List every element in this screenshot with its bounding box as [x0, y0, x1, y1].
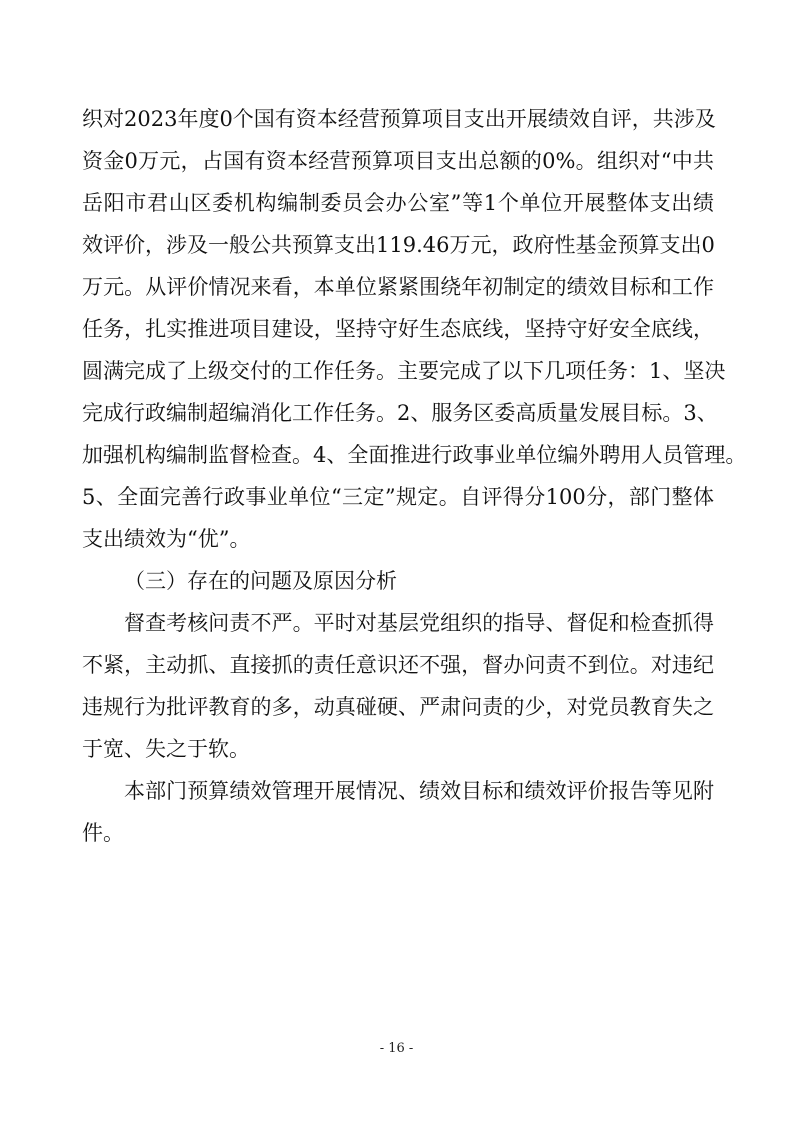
document-body	[82, 98, 747, 854]
paragraph-1-line-1: 织对2023年度0个国有资本经营预算项目支出开展绩效自评，共涉及	[82, 107, 716, 131]
paragraph-3-line-1: 本部门预算绩效管理开展情况、绩效目标和绩效评价报告等见附	[124, 779, 714, 803]
paragraph-1-line-11: 支出绩效为“优”。	[82, 527, 251, 551]
paragraph-1-line-4: 效评价，涉及一般公共预算支出119.46万元，政府性基金预算支出0	[82, 233, 715, 257]
paragraph-3-line-2: 件。	[82, 821, 124, 845]
page-number: - 16 -	[379, 1041, 414, 1056]
paragraph-1-line-6: 任务，扎实推进项目建设，坚持守好生态底线，坚持守好安全底线，	[82, 317, 714, 341]
paragraph-1-line-10: 5、全面完善行政事业单位“三定”规定。自评得分100分，部门整体	[82, 485, 714, 509]
paragraph-2-line-2: 不紧，主动抓、直接抓的责任意识还不强，督办问责不到位。对违纪	[82, 653, 714, 677]
paragraph-1-line-9: 加强机构编制监督检查。4、全面推进行政事业单位编外聘用人员管理。	[82, 443, 747, 467]
paragraph-1-line-2: 资金0万元，占国有资本经营预算项目支出总额的0%。组织对“中共	[82, 149, 714, 173]
paragraph-1-line-3: 岳阳市君山区委机构编制委员会办公室”等1个单位开展整体支出绩	[82, 191, 714, 215]
paragraph-2-line-1: 督查考核问责不严。平时对基层党组织的指导、督促和检查抓得	[124, 611, 714, 635]
paragraph-2-line-3: 违规行为批评教育的多，动真碰硬、严肃问责的少，对党员教育失之	[82, 695, 714, 719]
paragraph-1-line-8: 完成行政编制超编消化工作任务。2、服务区委高质量发展目标。3、	[82, 401, 718, 425]
paragraph-2-line-4: 于宽、失之于软。	[82, 737, 250, 761]
paragraph-1-line-7: 圆满完成了上级交付的工作任务。主要完成了以下几项任务：1、坚决	[82, 359, 726, 383]
paragraph-1-line-5: 万元。从评价情况来看，本单位紧紧围绕年初制定的绩效目标和工作	[82, 275, 714, 299]
section-heading: （三）存在的问题及原因分析	[124, 569, 397, 593]
